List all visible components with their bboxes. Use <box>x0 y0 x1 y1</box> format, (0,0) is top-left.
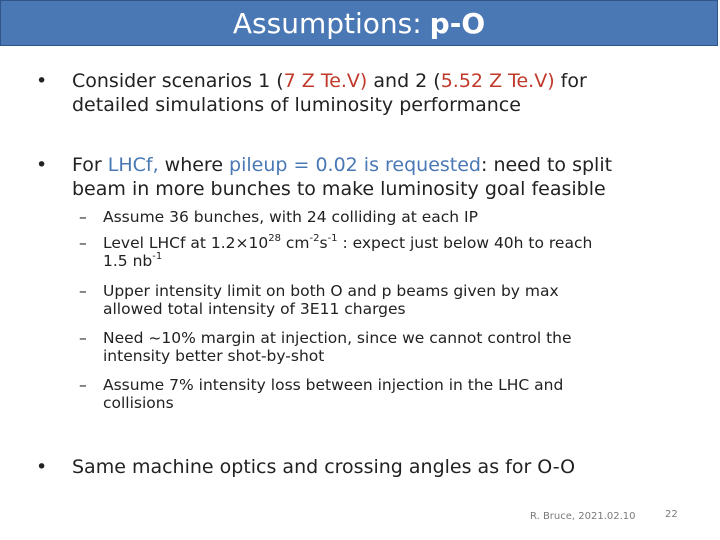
title-bold: p-O <box>429 6 486 40</box>
lhcf-highlight: LHCf, <box>107 154 159 176</box>
sub-line: Need ~10% margin at injection, since we cannot control the <box>103 329 572 347</box>
superscript: -1 <box>327 232 338 244</box>
bullet-dot: • <box>36 154 48 176</box>
bullet-line: detailed simulations of luminosity performance <box>72 94 521 116</box>
sub-line: Assume 7% intensity loss between injection in the LHC and <box>103 376 564 394</box>
dash: – <box>79 376 87 394</box>
scenario1-energy: 7 Z Te.V) <box>283 70 368 92</box>
bullet-line: beam in more bunches to make luminosity goal feasible <box>72 178 606 200</box>
sub-line: Upper intensity limit on both O and p beams given by max <box>103 282 559 300</box>
dash: – <box>79 208 87 226</box>
sub-line: intensity better shot-by-shot <box>103 347 325 365</box>
title-text: Assumptions: <box>232 6 422 40</box>
scenario2-energy: 5.52 Z Te.V) <box>440 70 555 92</box>
text: cm <box>280 234 310 252</box>
text: s <box>319 234 328 252</box>
text: where <box>158 154 230 176</box>
superscript: -1 <box>152 250 163 262</box>
footer-author: R. Bruce, 2021.02.10 <box>530 511 636 522</box>
text: and 2 ( <box>367 70 441 92</box>
text: 1.5 nb <box>103 252 153 270</box>
sub-line <box>103 252 673 270</box>
sub-bullet-bunches <box>79 208 673 226</box>
bullet-optics <box>36 455 692 479</box>
dash: – <box>79 329 87 347</box>
sub-bullet-margin <box>79 329 673 365</box>
bullet-lhcf <box>36 153 692 201</box>
page-number: 22 <box>665 509 678 520</box>
bullet-line <box>72 153 692 177</box>
sub-bullet-intensity-loss <box>79 376 673 412</box>
superscript: 28 <box>268 232 281 244</box>
text: For <box>72 154 108 176</box>
sub-bullet-leveling <box>79 232 673 270</box>
sub-line <box>103 234 673 252</box>
bullet-dot: • <box>36 456 48 478</box>
sub-line: allowed total intensity of 3E11 charges <box>103 300 406 318</box>
bullet-line <box>72 69 692 93</box>
pileup-highlight: pileup = 0.02 is requested <box>229 154 481 176</box>
sub-line: Assume 36 bunches, with 24 colliding at each IP <box>103 208 478 226</box>
text: Level LHCf at 1.2×10 <box>103 234 269 252</box>
text: for <box>554 70 587 92</box>
bullet-scenarios <box>36 69 692 117</box>
dash: – <box>79 234 87 252</box>
text: : need to split <box>481 154 613 176</box>
sub-bullet-intensity-limit <box>79 282 673 318</box>
superscript: -2 <box>309 232 320 244</box>
text: : expect just below 40h to reach <box>337 234 593 252</box>
text: Consider scenarios 1 ( <box>72 70 284 92</box>
sub-line: collisions <box>103 394 174 412</box>
dash: – <box>79 282 87 300</box>
bullet-line: Same machine optics and crossing angles as for O-O <box>72 456 576 478</box>
bullet-dot: • <box>36 70 48 92</box>
